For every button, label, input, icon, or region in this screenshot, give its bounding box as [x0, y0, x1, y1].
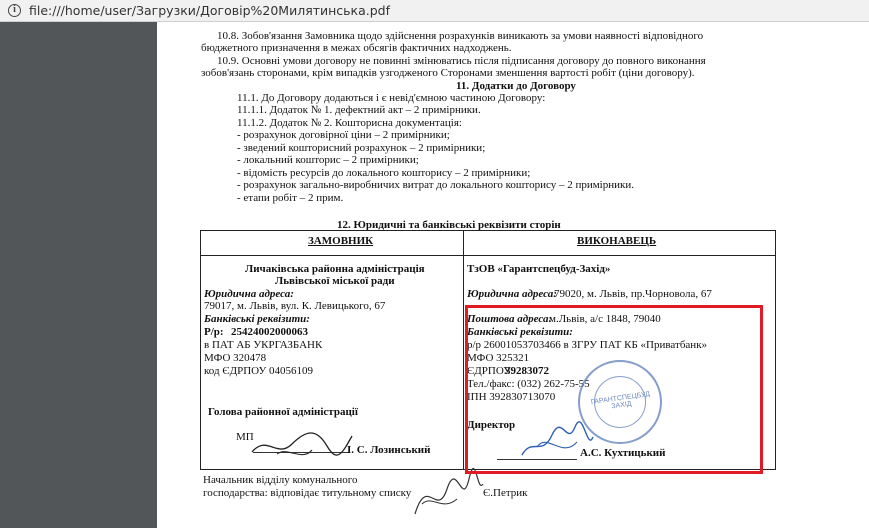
contractor-edrpou-label: ЄДРПОУ: — [467, 365, 514, 377]
table-divider — [463, 231, 464, 469]
contractor-account: р/р 26001053703466 в ЗГРУ ПАТ КБ «Приватбанк» — [467, 339, 708, 351]
clause-10-8-line2: бюджетного призначення в межах обсягів фактичних надходжень. — [201, 42, 512, 54]
contractor-postal-label: Поштова адреса: — [467, 313, 553, 325]
footer-signer: Є.Петрик — [483, 487, 528, 499]
contractor-postal-address: м.Львів, а/с 1848, 79040 — [549, 313, 661, 325]
clause-10-9-line2: зобов'язань сторонами, крім випадків узгодженого Сторонами зменшення вартості робіт (ціни договору). — [201, 67, 695, 79]
clause-11-1-1: 11.1.1. Додаток № 1. дефектний акт – 2 примірники. — [237, 104, 481, 116]
clause-10-9-line1: 10.9. Основні умови договору не повинні змінюватись після підписання договору до повного виконання — [217, 55, 706, 67]
contractor-edrpou-value: 39283072 — [505, 365, 549, 377]
customer-name-line2: Львівської міської ради — [275, 275, 395, 287]
contractor-header: ВИКОНАВЕЦЬ — [577, 235, 657, 247]
list-item: - розрахунок загально-виробничих витрат до локального кошторису – 2 примірники. — [237, 179, 634, 191]
contractor-phone: Тел./факс: (032) 262-75-55 — [467, 378, 590, 390]
clause-11-1-2: 11.1.2. Додаток № 2. Кошторисна документація: — [237, 117, 462, 129]
table-header-line — [201, 255, 775, 256]
footer-line1: Начальник відділу комунального — [203, 474, 358, 486]
section-12-title: 12. Юридичні та банківські реквізити сторін — [337, 219, 561, 231]
list-item: - локальний кошторис – 2 примірники; — [237, 154, 419, 166]
customer-legal-address: 79017, м. Львів, вул. К. Левицького, 67 — [204, 300, 386, 312]
customer-mfo: МФО 320478 — [204, 352, 267, 364]
customer-account-value: 25424002000063 — [231, 326, 308, 338]
mp-label: МП — [236, 431, 254, 443]
customer-name-line1: Личаківська районна адміністрація — [245, 263, 425, 275]
list-item: - етапи робіт – 2 прим. — [237, 192, 344, 204]
clause-10-8-line1: 10.8. Зобов'язання Замовника щодо здійснення розрахунків виникають за умови наявності відповідного — [217, 30, 704, 42]
customer-account-label: Р/р: — [204, 326, 224, 338]
customer-header: ЗАМОВНИК — [308, 235, 374, 247]
contractor-director-label: Директор — [467, 419, 516, 431]
contractor-signer: А.С. Кухтицький — [580, 447, 666, 459]
footer-line2: господарства: відповідає титульному списку — [203, 487, 412, 499]
address-bar[interactable] — [0, 0, 869, 22]
contractor-mfo: МФО 325321 — [467, 352, 530, 364]
contractor-ipn: ІПН 392830713070 — [467, 391, 556, 403]
customer-signature-icon — [247, 424, 357, 464]
url-text[interactable]: file:///home/user/Загрузки/Договір%20Милятинська.pdf — [29, 3, 390, 18]
customer-bank-label: Банківські реквізити: — [204, 313, 310, 325]
clause-11-1: 11.1. До Договору додаються і є невід'ємною частиною Договору: — [237, 92, 546, 104]
highlight-box — [465, 305, 763, 474]
section-11-title: 11. Додатки до Договору — [456, 80, 576, 92]
customer-head-title: Голова районної адміністрації — [208, 406, 358, 418]
list-item: - зведений кошторисний розрахунок – 2 примірники; — [237, 142, 486, 154]
contractor-legal-label: Юридична адреса: — [467, 288, 557, 300]
stamp-text: ГАРАНТСПЕЦБУД ЗАХІД — [590, 390, 651, 411]
list-item: - розрахунок договірної ціни – 2 примірники; — [237, 129, 450, 141]
customer-bank-name: в ПАТ АБ УКРГАЗБАНК — [204, 339, 323, 351]
customer-signer: І. С. Лозинський — [347, 444, 431, 456]
customer-legal-label: Юридична адреса: — [204, 288, 294, 300]
contractor-legal-address: 79020, м. Львів, пр.Чорновола, 67 — [554, 288, 712, 300]
contractor-name: ТзОВ «Гарантспецбуд-Захід» — [467, 263, 611, 275]
contractor-bank-label: Банківські реквізити: — [467, 326, 573, 338]
list-item: - відомість ресурсів до локального кошторису – 2 примірники; — [237, 167, 531, 179]
info-icon[interactable]: i — [8, 4, 21, 17]
customer-edrpou: код ЄДРПОУ 04056109 — [204, 365, 314, 377]
